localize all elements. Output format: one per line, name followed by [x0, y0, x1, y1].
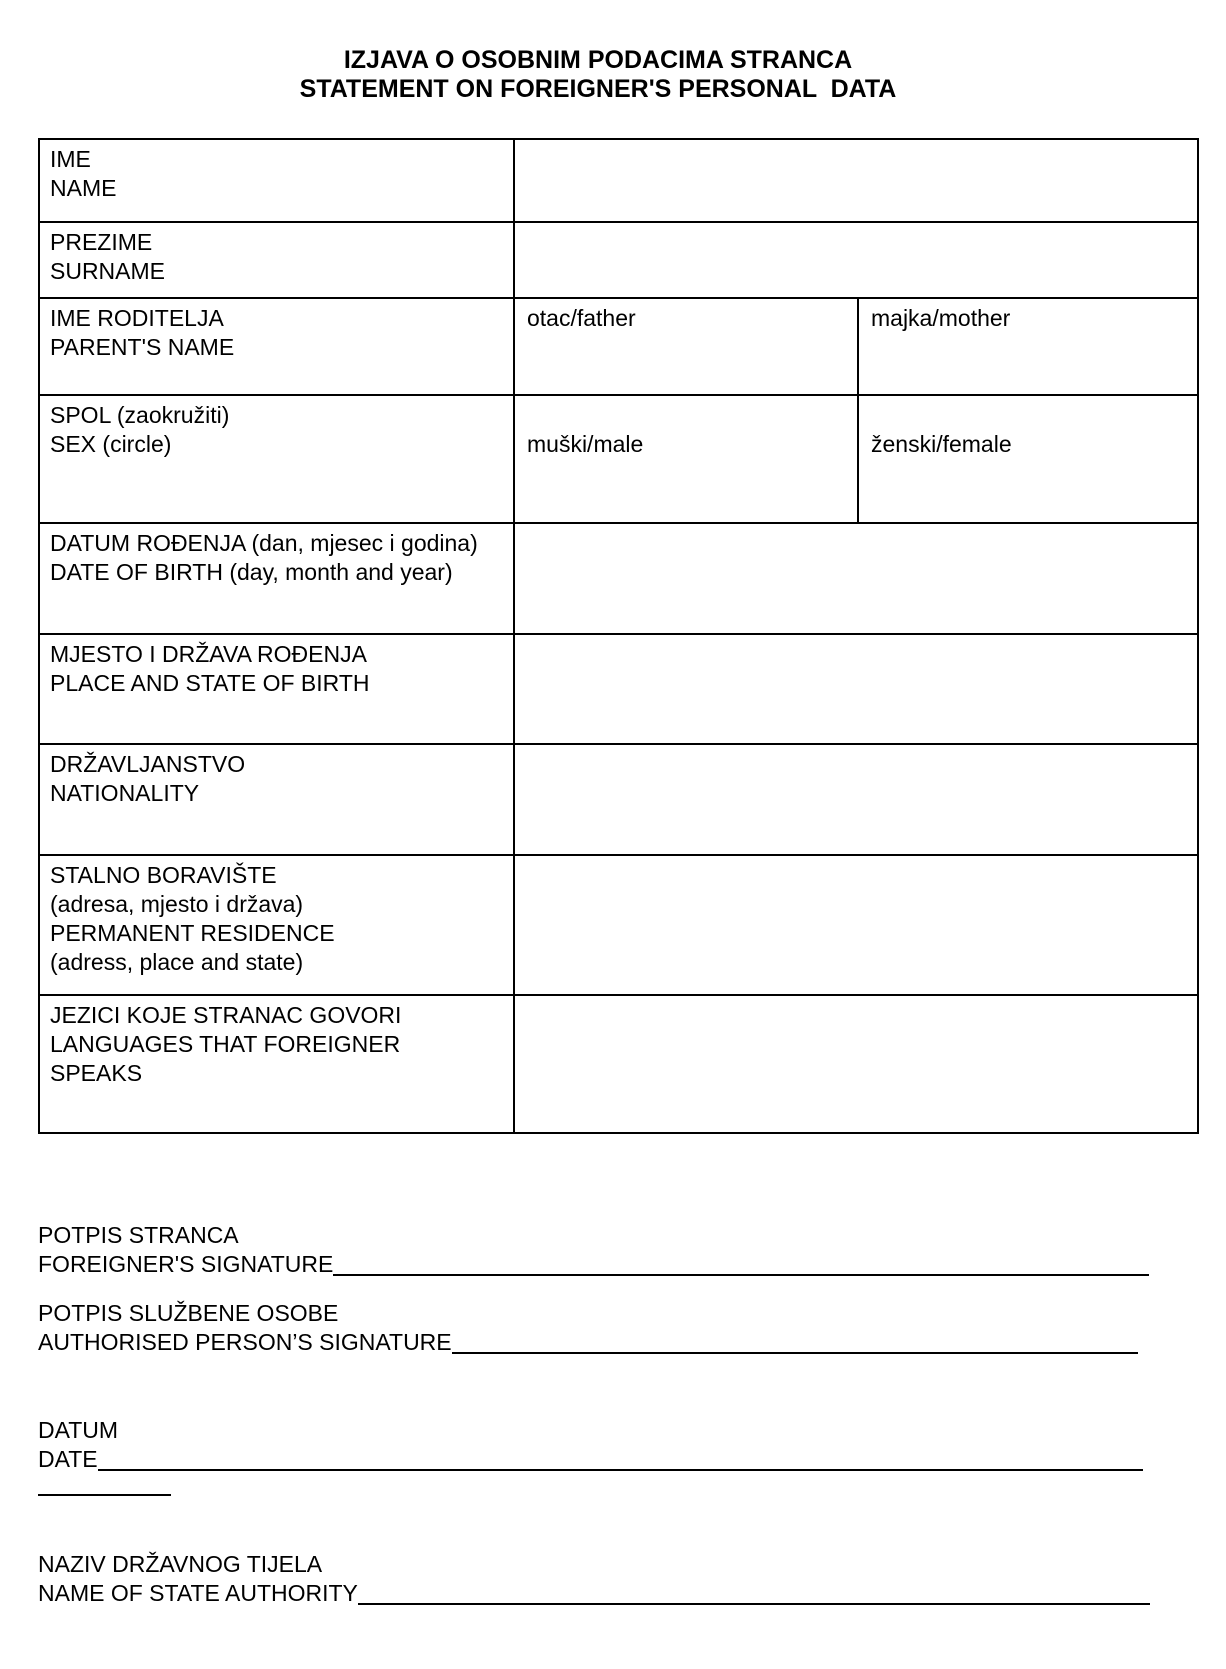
label-otac-father: otac/father [527, 305, 636, 331]
label-hr-sub: (adresa, mjesto i država) [50, 891, 304, 917]
row-surname [40, 221, 1197, 297]
label-hr: JEZICI KOJE STRANAC GOVORI [50, 1002, 402, 1028]
row-place-of-birth-label-cell [40, 635, 515, 743]
sex-female-cell [859, 396, 1197, 522]
authorised-signature-line[interactable] [452, 1352, 1138, 1354]
label-foreigners-signature: FOREIGNER'S SIGNATURE [38, 1251, 334, 1277]
label-en: PERMANENT RESIDENCE [50, 920, 335, 946]
label-en-sub: (adress, place and state) [50, 949, 304, 975]
father-name-cell[interactable] [515, 299, 859, 394]
row-nationality-label-cell [40, 745, 515, 854]
surname-value-cell[interactable] [515, 223, 1197, 297]
label-en: DATE OF BIRTH (day, month and year) [50, 559, 453, 585]
row-parents-name [40, 297, 1197, 394]
label-en: NATIONALITY [50, 780, 200, 806]
authorised-signature-block [38, 1299, 1138, 1357]
row-nationality [40, 743, 1197, 854]
date-line[interactable] [98, 1469, 1143, 1471]
row-languages [40, 994, 1197, 1132]
foreigner-signature-line[interactable] [333, 1274, 1149, 1276]
label-datum: DATUM [38, 1417, 119, 1443]
row-permanent-residence-label-cell [40, 856, 515, 994]
row-place-of-birth [40, 633, 1197, 743]
state-authority-block [38, 1550, 1150, 1608]
row-parents-name-label-cell [40, 299, 515, 394]
name-value-cell[interactable] [515, 140, 1197, 221]
sex-male-cell [515, 396, 859, 522]
label-en: NAME [50, 175, 117, 201]
form-title-line-2: STATEMENT ON FOREIGNER'S PERSONAL DATA [299, 75, 897, 103]
label-en: PARENT'S NAME [50, 334, 235, 360]
row-sex-label-cell [40, 396, 515, 522]
row-name-label-cell [40, 140, 515, 221]
label-hr: SPOL (zaokružiti) [50, 402, 230, 428]
state-authority-line[interactable] [358, 1603, 1150, 1605]
date-line-2[interactable] [38, 1482, 171, 1496]
label-hr: IME [50, 146, 91, 172]
label-authorised-persons-signature: AUTHORISED PERSON’S SIGNATURE [38, 1329, 452, 1355]
label-en: SEX (circle) [50, 431, 172, 457]
row-surname-label-cell [40, 223, 515, 297]
label-majka-mother: majka/mother [871, 305, 1011, 331]
form-title [0, 46, 1196, 104]
permanent-residence-value-cell[interactable] [515, 856, 1197, 994]
languages-value-cell[interactable] [515, 996, 1197, 1132]
option-female[interactable]: ženski/female [871, 431, 1012, 457]
label-hr: STALNO BORAVIŠTE [50, 862, 277, 888]
label-potpis-sluzbene-osobe: POTPIS SLUŽBENE OSOBE [38, 1300, 339, 1326]
row-sex [40, 394, 1197, 522]
row-permanent-residence [40, 854, 1197, 994]
label-potpis-stranca: POTPIS STRANCA [38, 1222, 239, 1248]
row-date-of-birth [40, 522, 1197, 633]
label-hr: DATUM ROĐENJA (dan, mjesec i godina) [50, 530, 478, 556]
label-name-of-state-authority: NAME OF STATE AUTHORITY [38, 1580, 358, 1606]
foreigner-signature-block [38, 1221, 1149, 1279]
option-male[interactable]: muški/male [527, 431, 644, 457]
label-en: SURNAME [50, 258, 166, 284]
label-hr: DRŽAVLJANSTVO [50, 751, 246, 777]
date-block [38, 1416, 1143, 1474]
row-name [40, 140, 1197, 221]
date-of-birth-value-cell[interactable] [515, 524, 1197, 633]
place-of-birth-value-cell[interactable] [515, 635, 1197, 743]
label-hr: IME RODITELJA [50, 305, 224, 331]
form-title-line-1: IZJAVA O OSOBNIM PODACIMA STRANCA [343, 46, 853, 74]
label-date: DATE [38, 1446, 98, 1472]
label-hr: PREZIME [50, 229, 153, 255]
personal-data-table [38, 138, 1199, 1134]
row-languages-label-cell [40, 996, 515, 1132]
mother-name-cell[interactable] [859, 299, 1197, 394]
label-en: LANGUAGES THAT FOREIGNER SPEAKS [50, 1031, 401, 1086]
label-naziv-drzavnog-tijela: NAZIV DRŽAVNOG TIJELA [38, 1551, 323, 1577]
row-date-of-birth-label-cell [40, 524, 515, 633]
label-hr: MJESTO I DRŽAVA ROĐENJA [50, 641, 367, 667]
nationality-value-cell[interactable] [515, 745, 1197, 854]
label-en: PLACE AND STATE OF BIRTH [50, 670, 370, 696]
